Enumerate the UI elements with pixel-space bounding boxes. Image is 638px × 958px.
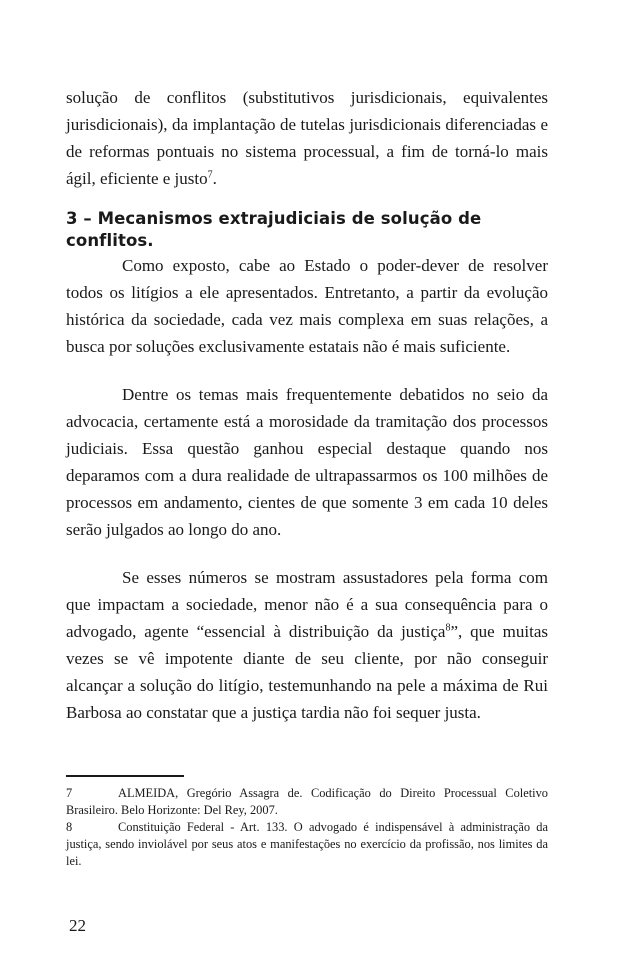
footnote-number: 7 [66,786,73,800]
paragraph-text: ”, que muitas vezes se vê impotente diante de seu cliente, por não conseguir alcançar a solução do litígio, testemunhando na pele a máxima de Rui Barbosa ao constatar que a justiça tardia não foi sequer justa. [66,622,548,722]
paragraph-end-punct: . [212,169,217,188]
footnote-7 [66,785,548,819]
page-number: 22 [69,916,86,935]
paragraph-2: Dentre os temas mais frequentemente debatidos no seio da advocacia, certamente está a morosidade da tramitação dos processos judiciais. Essa questão ganhou especial destaque quando nos deparamos com a dura realidade de ultrapassarmos os 100 milhões de processos em andamento, cientes de que somente 3 em cada 10 deles serão julgados ao longo do ano. [66,385,548,539]
footnote-divider [66,775,184,777]
footnote-text: ALMEIDA, Gregório Assagra de. Codificação do Direito Processual Coletivo Brasileiro. Belo Horizonte: Del Rey, 2007. [66,786,548,817]
paragraph-text: Se esses números se mostram assustadores pela forma com que impactam a sociedade, menor não é a sua consequência para o advogado, agente “essencial à distribuição da justiça [66,568,548,641]
paragraph-text: solução de conflitos (substitutivos jurisdicionais, equivalentes jurisdicionais), da implantação de tutelas jurisdicionais diferenciadas e de reformas pontuais no sistema processual, a fim de torná-lo mais ágil, eficiente e justo [66,88,548,188]
paragraph-3 [66,564,548,726]
footnote-ref-8: 8 [445,622,451,634]
footnote-text: Constituição Federal - Art. 133. O advogado é indispensável à administração da justiça, sendo inviolável por seus atos e manifestações no exercício da profissão, nos limites da lei. [66,820,548,868]
section-heading: 3 – Mecanismos extrajudiciais de solução de conflitos. [66,209,482,250]
paragraph-continuation [66,84,548,192]
footnotes [66,785,548,870]
footnote-8 [66,819,548,870]
paragraph-1: Como exposto, cabe ao Estado o poder-dever de resolver todos os litígios a ele apresentados. Entretanto, a partir da evolução histórica da sociedade, cada vez mais complexa em suas relações, a busca por soluções exclusivamente estatais não é mais suficiente. [66,256,548,356]
footnote-ref-7: 7 [207,169,213,181]
body-text [66,84,548,726]
footnote-number: 8 [66,820,73,834]
